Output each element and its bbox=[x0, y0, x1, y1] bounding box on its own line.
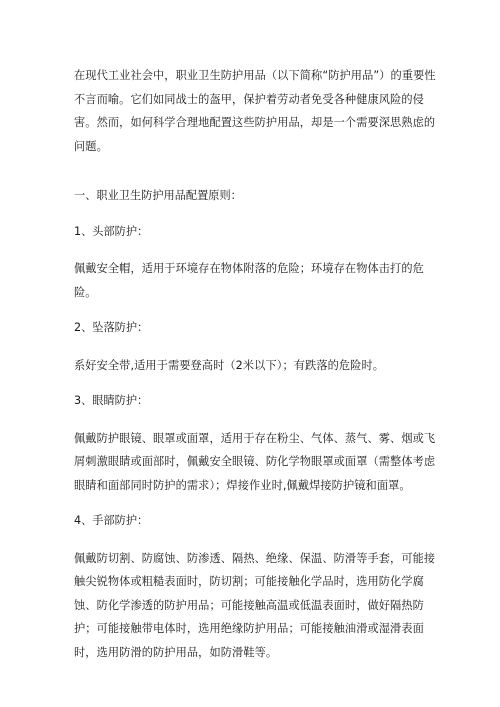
item-heading-eye: 3、眼睛防护： bbox=[74, 394, 149, 407]
item-heading-fall: 2、坠落防护： bbox=[74, 321, 149, 334]
section-title: 一、职业卫生防护用品配置原则： bbox=[74, 189, 242, 202]
item-heading-hand: 4、手部防护： bbox=[74, 514, 149, 527]
item-body-eye: 佩戴防护眼镜、眼罩或面罩，适用于存在粉尘、气体、蒸气、雾、烟或飞屑刺激眼睛或面部时，佩戴安全眼镜、防化学物眼罩或面罩（需整体考虑眼睛和面部同时防护的需求）；焊接作业时,佩戴焊接防护镜和面罩。 bbox=[74, 431, 436, 492]
intro-paragraph: 在现代工业社会中，职业卫生防护用品（以下简称“防护用品”）的重要性不言而喻。它们如同战士的盔甲，保护着劳动者免受各种健康风险的侵害。然而，如何科学合理地配置这些防护用品，却是一个需要深思熟虑的问题。 bbox=[74, 69, 436, 153]
item-body-hand: 佩戴防切割、防腐蚀、防渗透、隔热、绝缘、保温、防滑等手套，可能接触尖锐物体或粗糙表面时，防切割；可能接触化学品时，选用防化学腐蚀、防化学渗透的防护用品；可能接触高温或低温表面时，做好隔热防护；可能接触带电体时，选用绝缘防护用品；可能接触油滑或湿滑表面时，选用防滑的防护用品，如防滑鞋等。 bbox=[74, 551, 436, 659]
item-heading-head: 1、头部防护： bbox=[74, 224, 149, 238]
document-page bbox=[74, 64, 438, 664]
item-body-head: 佩戴安全帽，适用于环境存在物体附落的危险；环境存在物体击打的危险。 bbox=[74, 262, 424, 299]
item-body-fall: 系好安全带,适用于需要登高时（2米以下）；有跌落的危险时。 bbox=[74, 358, 385, 372]
